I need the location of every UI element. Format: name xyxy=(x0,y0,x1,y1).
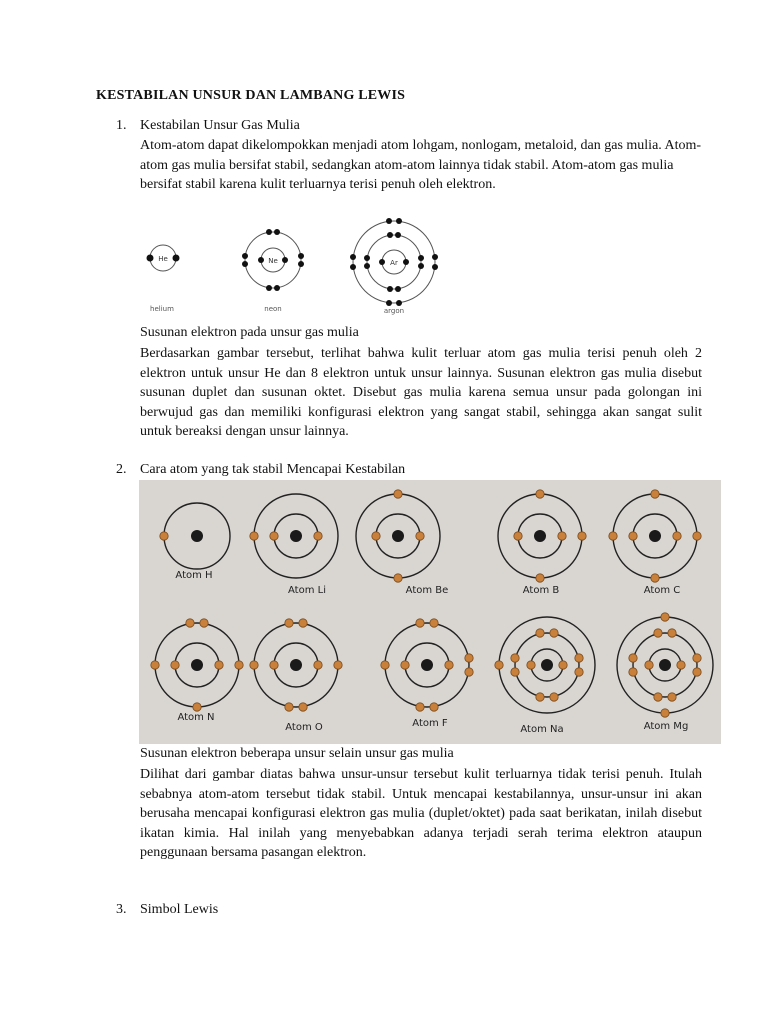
electron xyxy=(578,532,586,540)
electron xyxy=(235,661,243,669)
electron xyxy=(274,229,280,235)
electron xyxy=(403,259,409,265)
atom-name: argon xyxy=(383,307,405,315)
electron xyxy=(215,661,223,669)
electron xyxy=(299,619,307,627)
electron xyxy=(350,264,356,270)
atom-label: Atom Na xyxy=(520,724,564,735)
atom-name: neon xyxy=(264,305,282,313)
electron xyxy=(387,286,393,292)
section-2-number: 2. xyxy=(116,462,127,477)
electron xyxy=(575,668,583,676)
electron xyxy=(266,229,272,235)
electron xyxy=(511,668,519,676)
electron xyxy=(200,619,208,627)
section-1-number: 1. xyxy=(116,118,127,133)
electron xyxy=(334,661,342,669)
electron xyxy=(258,257,264,263)
atom-shells-diagram xyxy=(139,480,721,744)
nucleus xyxy=(191,530,203,542)
electron xyxy=(654,629,662,637)
electron xyxy=(693,668,701,676)
electron xyxy=(430,703,438,711)
noble-gas-diagram xyxy=(140,210,480,322)
electron xyxy=(186,619,194,627)
section-2-heading: Cara atom yang tak stabil Mencapai Kestabilan xyxy=(140,462,406,477)
electron xyxy=(372,532,380,540)
section-3-heading: Simbol Lewis xyxy=(140,902,219,917)
electron xyxy=(536,574,544,582)
electron xyxy=(693,532,701,540)
electron xyxy=(242,253,248,259)
electron xyxy=(299,703,307,711)
nucleus xyxy=(541,659,553,671)
atom-label: Atom B xyxy=(522,585,560,596)
nucleus xyxy=(392,530,404,542)
electron xyxy=(395,286,401,292)
electron xyxy=(661,613,669,621)
argon-atom xyxy=(350,218,438,315)
electron xyxy=(629,668,637,676)
electron xyxy=(693,654,701,662)
figure-1-caption: Susunan elektron pada unsur gas mulia xyxy=(140,325,359,340)
atom-label: Atom O xyxy=(285,722,323,733)
electron xyxy=(250,661,258,669)
section-1-intro: Atom-atom dapat dikelompokkan menjadi atom lohgam, nonlogam, metaloid, dan gas mulia. Atom-atom gas mulia bersifat stabil, sedangkan atom-atom lainnya tidak stabil. Atom-atom gas mulia bersifat stabil karena kulit terluarnya terisi penuh oleh elektron. xyxy=(140,138,702,192)
electron xyxy=(575,654,583,662)
electron xyxy=(386,218,392,224)
section-1-heading: Kestabilan Unsur Gas Mulia xyxy=(140,118,300,133)
atom-symbol: He xyxy=(158,255,168,263)
electron xyxy=(147,255,154,262)
electron xyxy=(465,654,473,662)
electron xyxy=(416,703,424,711)
atom-label: Atom Li xyxy=(288,585,326,596)
electron xyxy=(401,661,409,669)
nucleus xyxy=(659,659,671,671)
electron xyxy=(274,285,280,291)
electron xyxy=(395,232,401,238)
electron xyxy=(673,532,681,540)
electron xyxy=(609,532,617,540)
electron xyxy=(668,693,676,701)
electron xyxy=(550,693,558,701)
electron xyxy=(396,218,402,224)
atom-label: Atom N xyxy=(177,712,215,723)
electron xyxy=(677,661,685,669)
electron xyxy=(285,703,293,711)
figure-2-caption: Susunan elektron beberapa unsur selain unsur gas mulia xyxy=(140,746,454,761)
electron xyxy=(432,264,438,270)
electron xyxy=(514,532,522,540)
electron xyxy=(661,709,669,717)
electron xyxy=(536,490,544,498)
electron xyxy=(381,661,389,669)
electron xyxy=(536,629,544,637)
electron xyxy=(151,661,159,669)
electron xyxy=(559,661,567,669)
electron xyxy=(495,661,503,669)
electron xyxy=(396,300,402,306)
electron xyxy=(668,629,676,637)
electron xyxy=(314,532,322,540)
section-2-body: Dilihat dari gambar diatas bahwa unsur-unsur tersebut kulit terluarnya tidak terisi penuh. Itulah sebabnya atom-atom tersebut tidak stabil. Untuk mencapai kestabilannya, unsur-unsur ini akan berusaha mencapai konfigurasi elektron gas mulia (duplet/oktet) pada saat berikatan, inilah disebut ikatan kimia. Hal inilah yang menyebabkan adanya terjadi serah terima elektron ataupun penggunaan bersama pasangan elektron. xyxy=(140,767,702,860)
electron xyxy=(550,629,558,637)
section-3-number: 3. xyxy=(116,902,127,917)
electron xyxy=(285,619,293,627)
electron xyxy=(266,285,272,291)
electron xyxy=(651,574,659,582)
electron xyxy=(160,532,168,540)
electron xyxy=(418,263,424,269)
electron xyxy=(511,654,519,662)
electron xyxy=(364,255,370,261)
nucleus xyxy=(421,659,433,671)
electron xyxy=(364,263,370,269)
electron xyxy=(418,255,424,261)
atom-symbol: Ne xyxy=(268,257,278,265)
electron xyxy=(282,257,288,263)
atom-label: Atom Be xyxy=(405,585,449,596)
electron xyxy=(629,532,637,540)
neon-atom xyxy=(242,229,304,313)
electron xyxy=(394,490,402,498)
atom-label: Atom F xyxy=(412,718,448,729)
electron xyxy=(394,574,402,582)
electron xyxy=(314,661,322,669)
electron xyxy=(416,532,424,540)
electron xyxy=(387,232,393,238)
electron xyxy=(465,668,473,676)
electron xyxy=(430,619,438,627)
electron xyxy=(173,255,180,262)
electron xyxy=(270,532,278,540)
electron xyxy=(527,661,535,669)
electron xyxy=(350,254,356,260)
nucleus xyxy=(290,530,302,542)
electron xyxy=(270,661,278,669)
page-title: KESTABILAN UNSUR DAN LAMBANG LEWIS xyxy=(96,88,406,103)
nucleus xyxy=(649,530,661,542)
electron xyxy=(242,261,248,267)
electron xyxy=(445,661,453,669)
electron xyxy=(654,693,662,701)
helium-atom xyxy=(147,245,180,313)
atom-symbol: Ar xyxy=(390,259,398,267)
atom-name: helium xyxy=(150,305,174,313)
electron xyxy=(250,532,258,540)
electron xyxy=(645,661,653,669)
atom-label: Atom Mg xyxy=(643,721,689,732)
electron xyxy=(298,261,304,267)
electron xyxy=(416,619,424,627)
electron xyxy=(558,532,566,540)
electron xyxy=(536,693,544,701)
electron xyxy=(651,490,659,498)
electron xyxy=(193,703,201,711)
electron xyxy=(629,654,637,662)
electron xyxy=(379,259,385,265)
nucleus xyxy=(191,659,203,671)
electron xyxy=(432,254,438,260)
atom-label: Atom H xyxy=(175,570,213,581)
atom-label: Atom C xyxy=(643,585,681,596)
electron xyxy=(298,253,304,259)
electron xyxy=(386,300,392,306)
nucleus xyxy=(290,659,302,671)
nucleus xyxy=(534,530,546,542)
electron xyxy=(171,661,179,669)
section-1-body: Berdasarkan gambar tersebut, terlihat bahwa kulit terluar atom gas mulia terisi penuh oleh 2 elektron untuk unsur He dan 8 elektron untuk unsur lainnya. Susunan elektron gas mulia disebut susunan duplet dan susunan oktet. Disebut gas mulia karena semua unsur pada golongan ini berwujud gas dan memiliki konfigurasi elektron yang sangat stabil, sehingga akan sangat sulit untuk bereaksi dengan unsur lainnya. xyxy=(140,346,702,439)
